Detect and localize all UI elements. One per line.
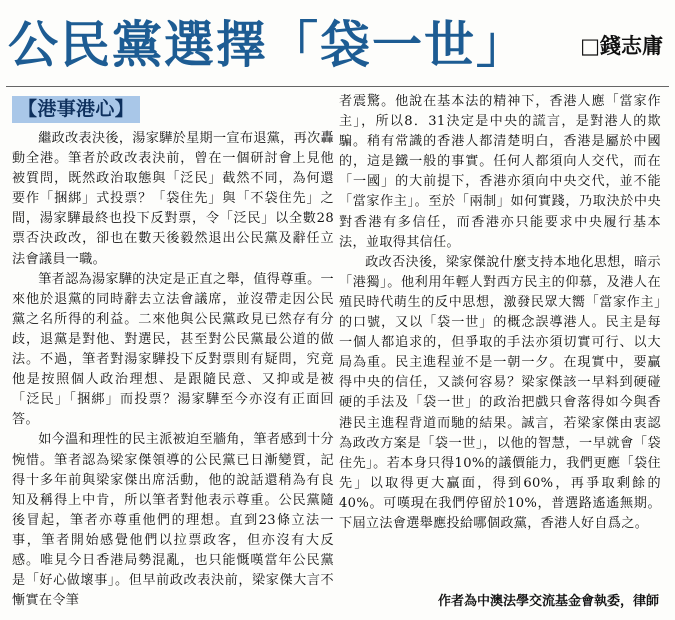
article-column-left [12,96,334,611]
author-signature: 作者為中澳法學交流基金會執委，律師 [437,594,659,609]
paragraph-2: 筆者認為湯家驊的決定是正直之舉，值得尊重。一來他於退黨的同時辭去立法會議席，並沒帶走因公民黨之名所得的利益。二來他與公民黨政見已然存有分歧，退黨是對他、對選民，甚至對公民黨最公道的做法。不過，筆者對湯家驊投下反對票則有疑問，究竟他是按照個人政治理想、是跟隨民意、又抑或是被「泛民」「捆綁」而投票？湯家驊至今亦沒有正面回答。 [12,271,334,428]
byline: □錢志庸 [580,34,663,58]
paragraph-3-continued: 者震驚。他說在基本法的精神下，香港人應「當家作主」，所以8．31決定是中央的謊言，是對港人的欺騙。稍有常識的香港人都清楚明白，香港是屬於中國的，這是鐵一般的事實。任何人都須向人交代，而在「一國」的大前提下，香港亦須向中央交代，並不能「當家作主」。至於「兩制」如何實踐，乃取決於中央對香港有多信任，而香港亦只能要求中央履行基本法，並取得其信任。 [339,94,661,250]
paragraph-1: 繼政改表決後，湯家驊於星期一宣布退黨，再次轟動全港。筆者於政改表決前，曾在一個研討會上見他被質問，既然政治取態與「泛民」截然不同，為何還要作「捆綁」式投票？「袋住先」與「不袋住先」之間，湯家驊最終也投下反對票，令「泛民」以全數28票否決政改，卻也在數天後毅然退出公民黨及辭任立法會議員一職。 [12,131,334,267]
article-column-right [339,92,661,534]
paragraph-3: 如今溫和理性的民主派被迫至牆角，筆者感到十分惋惜。筆者認為梁家傑領導的公民黨已日漸變質，記得十多年前與梁家傑出席活動，他的說話還稍為有良知及稱得上中肯，所以筆者對他表示尊重。公民黨隨後冒起，筆者亦尊重他們的理想。直到23條立法一事，筆者開始感覺他們以拉票政客，但亦沒有大反感。唯見今日香港局勢混亂，也只能慨嘆當年公民黨是「好心做壞事」。但早前政改表決前，梁家傑大言不慚實在令筆 [12,432,334,609]
article-header [0,0,675,88]
paragraph-4: 政改否決後，梁家傑說什麼支持本地化思想，暗示「港獨」。他利用年輕人對西方民主的仰慕，及港人在殖民時代萌生的反中思想，激發民眾大嚮「當家作主」的口號，又以「袋一世」的概念誤導港人。民主是每一個人都追求的，但爭取的手法亦須切實可行、以大局為重。民主進程並不是一朝一夕。在現實中，要贏得中央的信任，又談何容易？梁家傑該一早料到硬碰硬的手法及「袋一世」的政治把戲只會落得如今與香港民主進程背道而馳的結果。誠言，若梁家傑由衷認為政改方案是「袋一世」，以他的智慧，一早就會「袋住先」。若本身只得10%的議價能力，我們更應「袋住先」以取得更大贏面，得到60%，再爭取剩餘的40%。可嘆現在我們停留於10%，普選路遙遙無期。下屆立法會選舉應投給哪個政黨，香港人好自爲之。 [339,254,661,531]
headline: 公民黨選擇「袋一世」 [8,16,528,74]
column-tag: 【港事港心】 [12,96,140,123]
header-divider [6,86,669,87]
